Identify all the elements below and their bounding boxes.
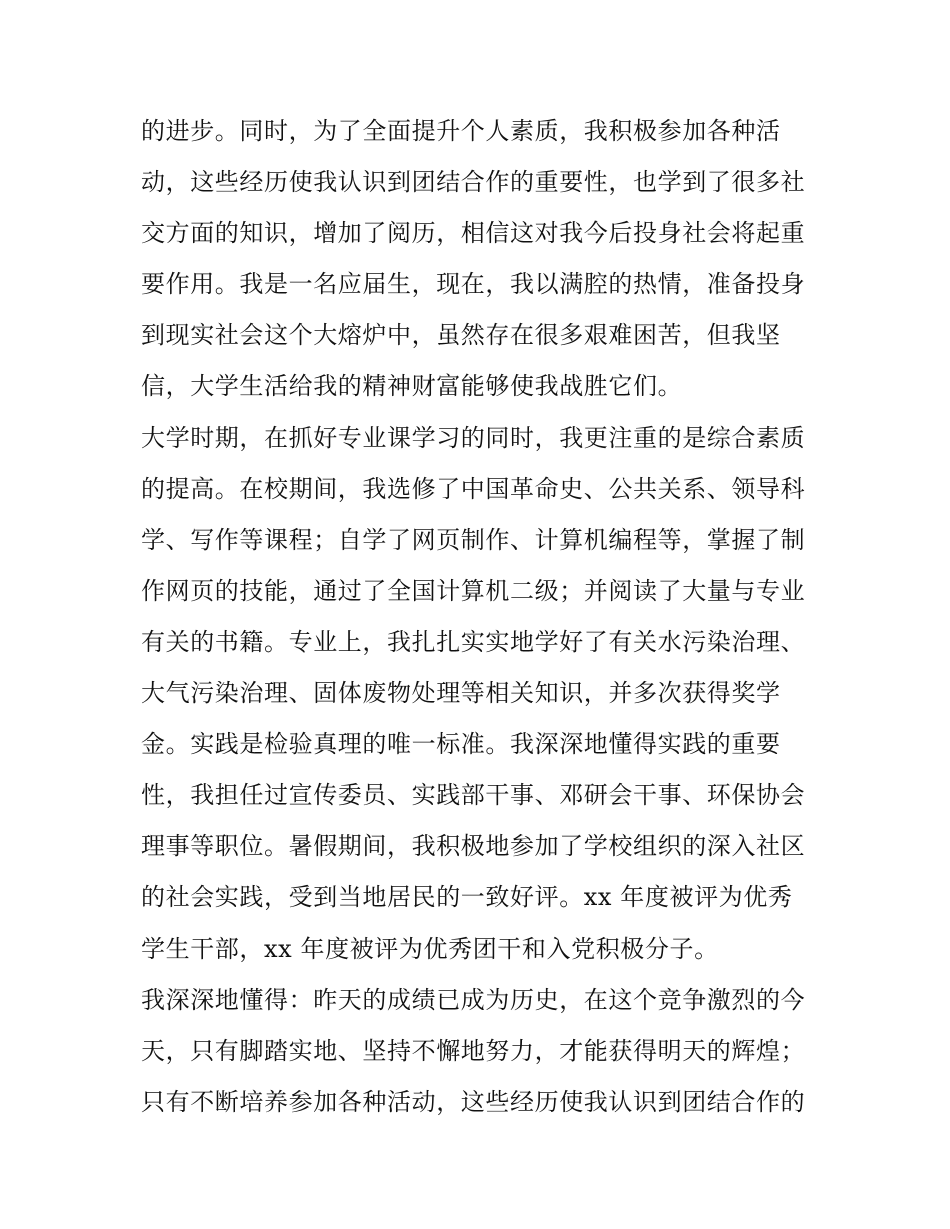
text-line: 的社会实践，受到当地居民的一致好评。xx 年度被评为优秀 xyxy=(141,883,793,912)
text-line: 天，只有脚踏实地、坚持不懈地努力，才能获得明天的辉煌； xyxy=(141,1036,806,1065)
text-line: 到现实社会这个大熔炉中，虽然存在很多艰难困苦，但我坚 xyxy=(141,321,781,350)
text-line: 的提高。在校期间，我选修了中国革命史、公共关系、领导科 xyxy=(141,474,806,503)
text-line: 动，这些经历使我认识到团结合作的重要性，也学到了很多社 xyxy=(141,168,806,197)
text-line: 大学时期，在抓好专业课学习的同时，我更注重的是综合素质 xyxy=(141,423,806,452)
text-line: 大气污染治理、固体废物处理等相关知识，并多次获得奖学 xyxy=(141,679,781,708)
text-line: 金。实践是检验真理的唯一标准。我深深地懂得实践的重要 xyxy=(141,730,781,759)
text-line: 只有不断培养参加各种活动，这些经历使我认识到团结合作的 xyxy=(141,1087,806,1116)
text-line: 性，我担任过宣传委员、实践部干事、邓研会干事、环保协会 xyxy=(141,781,806,810)
text-line: 信，大学生活给我的精神财富能够使我战胜它们。 xyxy=(141,372,683,401)
text-line: 有关的书籍。专业上，我扎扎实实地学好了有关水污染治理、 xyxy=(141,627,806,656)
document-body xyxy=(141,106,821,1128)
text-line: 学生干部，xx 年度被评为优秀团干和入党积极分子。 xyxy=(141,934,719,963)
text-line: 我深深地懂得：昨天的成绩已成为历史，在这个竞争激烈的今 xyxy=(141,985,806,1014)
text-line: 要作用。我是一名应届生，现在，我以满腔的热情，准备投身 xyxy=(141,270,806,299)
text-line: 交方面的知识，增加了阅历，相信这对我今后投身社会将起重 xyxy=(141,219,806,248)
text-line: 作网页的技能，通过了全国计算机二级；并阅读了大量与专业 xyxy=(141,576,806,605)
text-line: 的进步。同时，为了全面提升个人素质，我积极参加各种活 xyxy=(141,117,781,145)
text-line: 理事等职位。暑假期间，我积极地参加了学校组织的深入社区 xyxy=(141,832,806,861)
text-line: 学、写作等课程；自学了网页制作、计算机编程等，掌握了制 xyxy=(141,525,806,554)
